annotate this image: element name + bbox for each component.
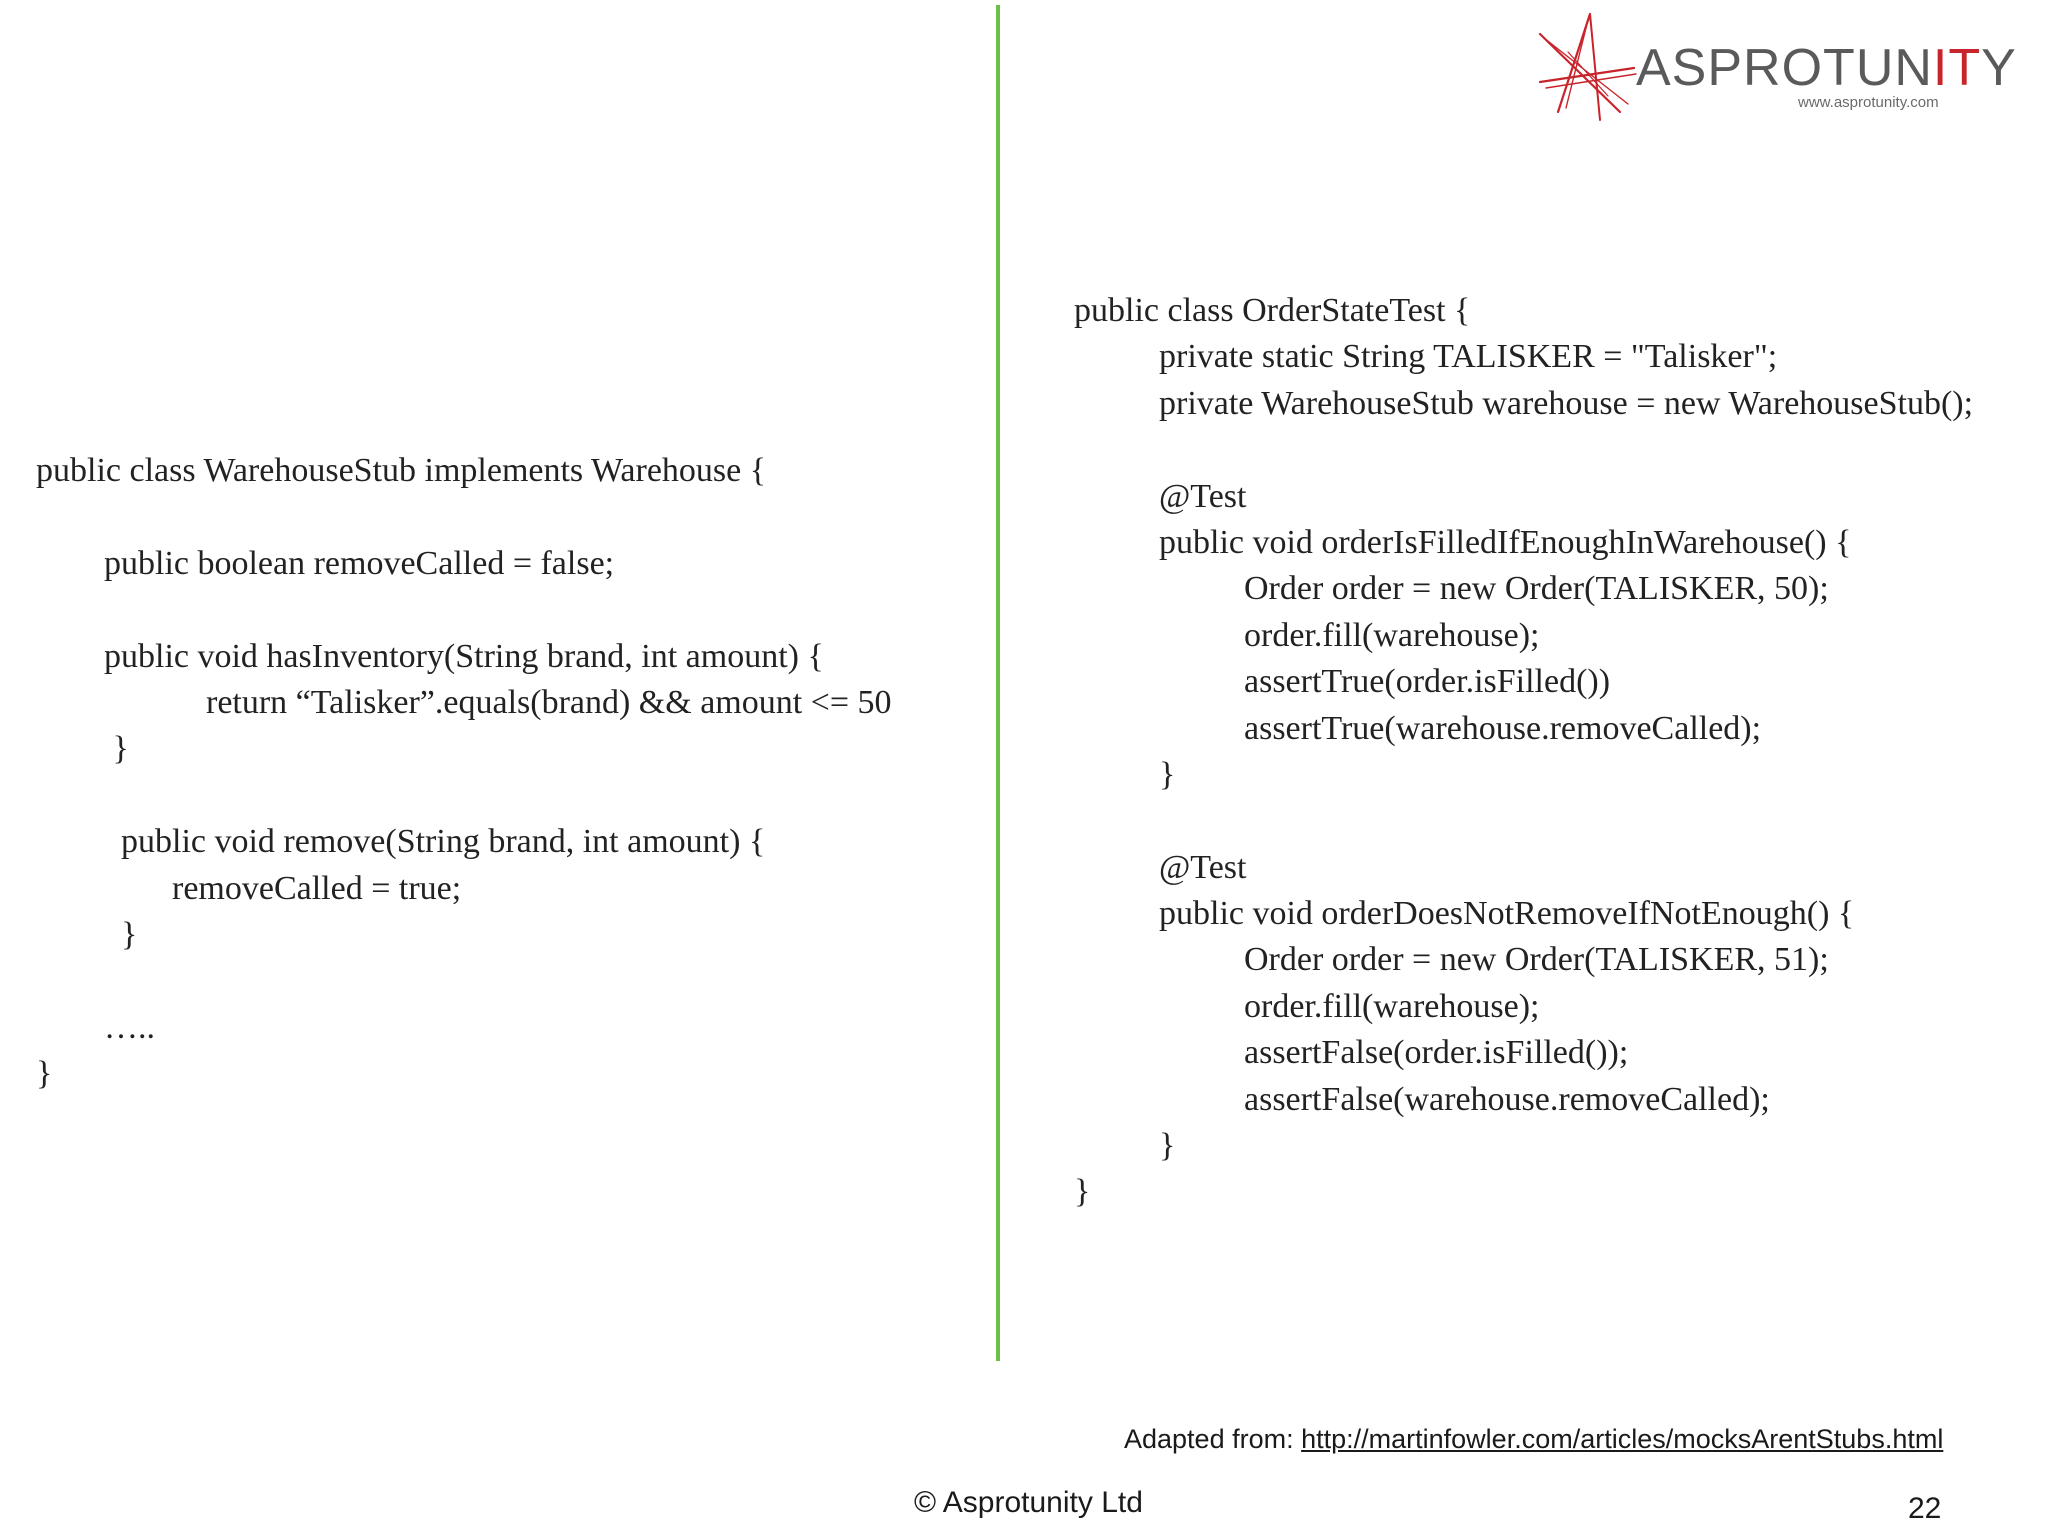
- code-line: }: [36, 915, 138, 953]
- code-line: public class WarehouseStub implements Warehouse {: [36, 452, 767, 489]
- source-link[interactable]: http://martinfowler.com/articles/mocksArentStubs.html: [1301, 1424, 1944, 1454]
- code-line: }: [36, 1055, 53, 1093]
- code-line: private WarehouseStub warehouse = new WarehouseStub();: [1074, 384, 1974, 422]
- code-line: Order order = new Order(TALISKER, 51);: [1074, 941, 1829, 979]
- logo-wordmark: ASPROTUNITY: [1636, 39, 2017, 97]
- code-line: [36, 587, 892, 633]
- code-line: assertFalse(warehouse.removeCalled);: [1074, 1080, 1770, 1118]
- code-line: public void hasInventory(String brand, int amount) {: [36, 637, 824, 675]
- code-line: public void orderDoesNotRemoveIfNotEnough() {: [1074, 895, 1855, 933]
- code-line: removeCalled = true;: [36, 869, 462, 907]
- code-line: public void remove(String brand, int amount) {: [36, 823, 766, 861]
- vertical-divider: [996, 5, 1000, 1361]
- code-line: [1074, 798, 1973, 844]
- code-line: [36, 494, 892, 540]
- code-line: [36, 773, 892, 819]
- code-line: return “Talisker”.equals(brand) && amount <= 50: [36, 683, 892, 721]
- code-line: assertFalse(order.isFilled());: [1074, 1034, 1629, 1072]
- code-line: order.fill(warehouse);: [1074, 987, 1540, 1025]
- order-state-test-code: [1074, 288, 1973, 1216]
- page-number: 22: [1908, 1492, 1942, 1525]
- code-line: public void orderIsFilledIfEnoughInWarehouse() {: [1074, 523, 1852, 561]
- warehouse-stub-code: [36, 448, 892, 1097]
- code-line: @Test: [1074, 477, 1247, 515]
- code-line: @Test: [1074, 848, 1247, 886]
- code-line: order.fill(warehouse);: [1074, 616, 1540, 654]
- code-line: Order order = new Order(TALISKER, 50);: [1074, 570, 1829, 608]
- code-line: }: [1074, 1127, 1176, 1165]
- code-line: }: [1074, 755, 1176, 793]
- code-line: assertTrue(order.isFilled()): [1074, 663, 1611, 701]
- code-line: [36, 958, 892, 1004]
- source-prefix: Adapted from:: [1124, 1424, 1302, 1454]
- copyright-notice: © Asprotunity Ltd: [914, 1486, 1143, 1519]
- code-line: }: [1074, 1173, 1091, 1211]
- code-line: public class OrderStateTest {: [1074, 292, 1471, 329]
- code-line: }: [36, 730, 129, 768]
- code-line: private static String TALISKER = "Talisker";: [1074, 338, 1778, 376]
- logo-mark-icon: [1538, 12, 1638, 122]
- code-line: [1074, 427, 1973, 473]
- code-line: …..: [36, 1008, 155, 1046]
- asprotunity-logo: [1538, 12, 2017, 122]
- code-line: public boolean removeCalled = false;: [36, 544, 615, 582]
- code-line: assertTrue(warehouse.removeCalled);: [1074, 709, 1762, 747]
- logo-url: www.asprotunity.com: [1798, 94, 1939, 111]
- source-attribution: [1124, 1424, 1943, 1455]
